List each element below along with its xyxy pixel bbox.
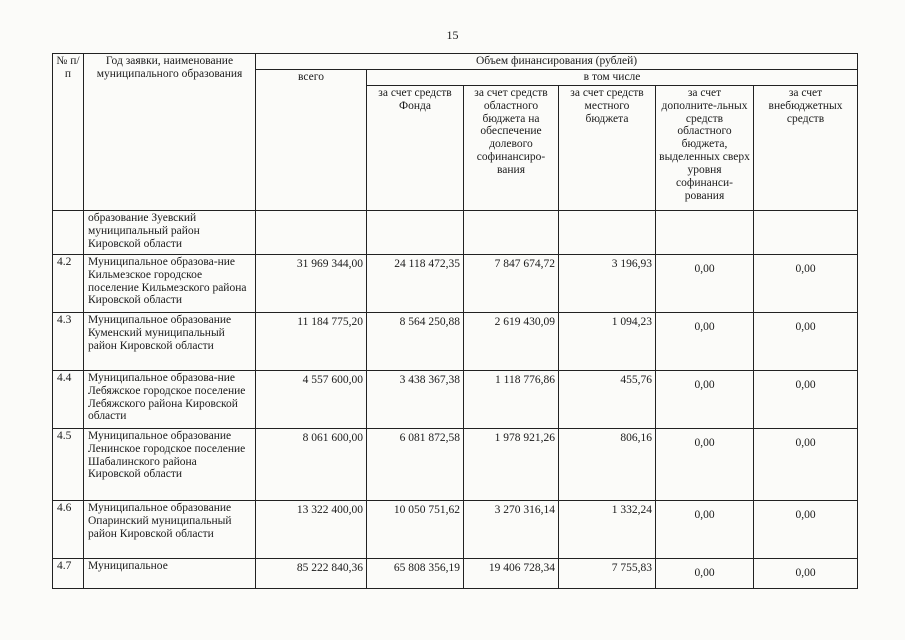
row-name: Муниципальное образование Опаринский муниципальный район Кировской области [84,500,256,558]
header-total: всего [256,69,367,210]
row-additional: 0,00 [656,312,754,370]
row-fund: 8 564 250,88 [367,312,464,370]
row-local: 1 332,24 [559,500,656,558]
table-row [53,428,858,500]
row-num: 4.4 [53,370,84,428]
row-num: 4.2 [53,254,84,312]
row-name: Муниципальное [84,558,256,588]
row-num: 4.6 [53,500,84,558]
row-regional: 19 406 728,34 [464,558,559,588]
row-total: 31 969 344,00 [256,254,367,312]
row-regional: 7 847 674,72 [464,254,559,312]
row-total: 13 322 400,00 [256,500,367,558]
row-total: 8 061 600,00 [256,428,367,500]
row-local: 7 755,83 [559,558,656,588]
row-regional: 3 270 316,14 [464,500,559,558]
header-additional: за счет дополните-льных средств областного бюджета, выделенных сверх уровня софинанси-рования [656,85,754,210]
header-num: № п/п [53,54,84,211]
row-fund [367,210,464,254]
row-offbudget: 0,00 [754,428,858,500]
row-offbudget: 0,00 [754,312,858,370]
table-row [53,210,858,254]
row-fund: 3 438 367,38 [367,370,464,428]
row-regional: 1 118 776,86 [464,370,559,428]
row-local: 455,76 [559,370,656,428]
row-num: 4.5 [53,428,84,500]
table-row [53,370,858,428]
row-offbudget: 0,00 [754,558,858,588]
row-additional: 0,00 [656,370,754,428]
header-regional: за счет средств областного бюджета на обеспечение долевого софинансиро-вания [464,85,559,210]
row-local: 806,16 [559,428,656,500]
row-num: 4.3 [53,312,84,370]
row-offbudget: 0,00 [754,370,858,428]
table-row [53,312,858,370]
row-additional: 0,00 [656,254,754,312]
row-additional [656,210,754,254]
row-fund: 10 050 751,62 [367,500,464,558]
row-fund: 65 808 356,19 [367,558,464,588]
table-row [53,500,858,558]
row-num: 4.7 [53,558,84,588]
row-total [256,210,367,254]
row-total: 4 557 600,00 [256,370,367,428]
row-fund: 6 081 872,58 [367,428,464,500]
page-number: 15 [446,28,459,42]
header-fund: за счет средств Фонда [367,85,464,210]
row-name: Муниципальное образование Ленинское городское поселение Шабалинского района Кировской области [84,428,256,500]
header-including: в том числе [367,69,858,85]
row-name: Муниципальное образование Куменский муниципальный район Кировской области [84,312,256,370]
row-name: образование Зуевский муниципальный район Кировской области [84,210,256,254]
row-total: 11 184 775,20 [256,312,367,370]
row-fund: 24 118 472,35 [367,254,464,312]
table-row [53,254,858,312]
row-additional: 0,00 [656,500,754,558]
row-regional: 2 619 430,09 [464,312,559,370]
row-additional: 0,00 [656,558,754,588]
row-regional [464,210,559,254]
header-local: за счет средств местного бюджета [559,85,656,210]
row-num [53,210,84,254]
row-regional: 1 978 921,26 [464,428,559,500]
funding-table [52,53,858,589]
row-total: 85 222 840,36 [256,558,367,588]
table-row [53,558,858,588]
header-offbudget: за счет внебюджетных средств [754,85,858,210]
row-additional: 0,00 [656,428,754,500]
row-name: Муниципальное образова-ние Кильмезское городское поселение Кильмезского района Кировской области [84,254,256,312]
header-funding: Объем финансирования (рублей) [256,54,858,70]
row-name: Муниципальное образова-ние Лебяжское городское поселение Лебяжского района Кировской области [84,370,256,428]
row-local: 3 196,93 [559,254,656,312]
row-local: 1 094,23 [559,312,656,370]
header-name: Год заявки, наименование муниципального образования [84,54,256,211]
row-local [559,210,656,254]
row-offbudget: 0,00 [754,254,858,312]
row-offbudget [754,210,858,254]
row-offbudget: 0,00 [754,500,858,558]
